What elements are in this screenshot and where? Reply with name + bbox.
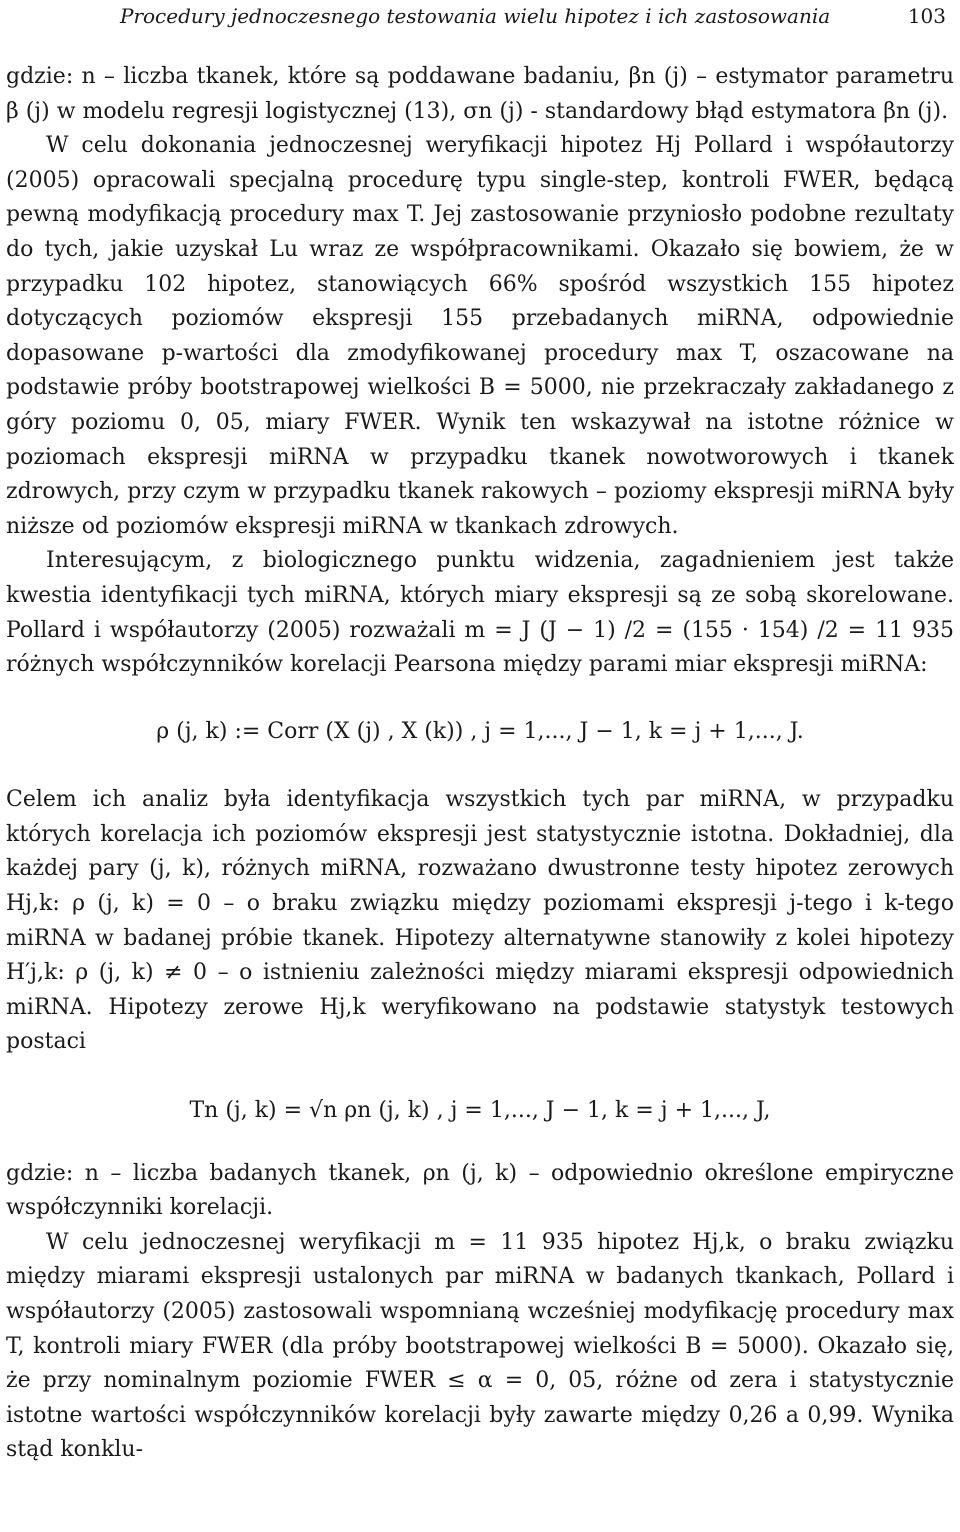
running-title: Procedury jednoczesnego testowania wielu hipotez i ich zastosowania: [120, 4, 831, 28]
paragraph-2: W celu dokonania jednoczesnej weryfikacji hipotez Hj Pollard i współautorzy (2005) opracowali specjalną procedurę typu single-step, kontroli FWER, będącą pewną modyfikacją procedury max T. Jej zastosowanie przyniosło podobne rezultaty do tych, jakie uzyskał Lu wraz ze współpracownikami. Okazało się bowiem, że w przypadku 102 hipotez, stanowiących 66% spośród wszystkich 155 hipotez dotyczących poziomów ekspresji 155 przebadanych miRNA, odpowiednie dopasowane p-wartości dla zmodyfikowanej procedury max T, oszacowane na podstawie próby bootstrapowej wielkości B = 5000, nie przekraczały zakładanego z góry poziomu 0, 05, miary FWER. Wynik ten wskazywał na istotne różnice w poziomach ekspresji miRNA w przypadku tkanek nowotworowych i tkanek zdrowych, przy czym w przypadku tkanek rakowych – poziomy ekspresji miRNA były niższe od poziomów ekspresji miRNA w tkankach zdrowych.: [6, 133, 954, 539]
paragraph-6: W celu jednoczesnej weryfikacji m = 11 935 hipotez Hj,k, o braku związku między miarami ekspresji ustalonych par miRNA w badanych tkankach, Pollard i współautorzy (2005) zastosowali wspomnianą wcześniej modyfikację procedury max T, kontroli miary FWER (dla próby bootstrapowej wielkości B = 5000). Okazało się, że przy nominalnym poziomie FWER ≤ α = 0, 05, różne od zera i statystycznie istotne wartości współczynników korelacji były zawarte między 0,26 a 0,99. Wynika stąd konklu-: [6, 1229, 954, 1463]
paragraph-5: gdzie: n – liczba badanych tkanek, ρn (j, k) – odpowiednio określone empiryczne współczynniki korelacji.: [6, 1160, 954, 1221]
formula-correlation: ρ (j, k) := Corr (X (j) , X (k)) , j = 1,..., J − 1, k = j + 1,..., J.: [156, 718, 804, 744]
page-number: 103: [907, 4, 946, 28]
body-text: [6, 60, 954, 1468]
paragraph-4: Celem ich analiz była identyfikacja wszystkich tych par miRNA, w przypadku których korelacja ich poziomów ekspresji jest statystycznie istotna. Dokładniej, dla każdej pary (j, k), różnych miRNA, rozważano dwustronne testy hipotez zerowych Hj,k: ρ (j, k) = 0 – o braku związku między poziomami ekspresji j-tego i k-tego miRNA w badanej próbie tkanek. Hipotezy alternatywne stanowiły z kolei hipotezy H′j,k: ρ (j, k) ≠ 0 – o istnieniu zależności między miarami ekspresji odpowiednich miRNA. Hipotezy zerowe Hj,k weryfikowano na podstawie statystyk testowych postaci: [6, 787, 954, 1055]
running-header: [6, 0, 952, 36]
paragraph-3: Interesującym, z biologicznego punktu widzenia, zagadnieniem jest także kwestia identyfikacji tych miRNA, których miary ekspresji są ze sobą skorelowane. Pollard i współautorzy (2005) rozważali m = J (J − 1) /2 = (155 · 154) /2 = 11 935 różnych współczynników korelacji Pearsona między parami miar ekspresji miRNA:: [6, 548, 954, 678]
paragraph-1: gdzie: n – liczba tkanek, które są poddawane badaniu, βn (j) – estymator parametru β (j) w modelu regresji logistycznej (13), σn (j) - standardowy błąd estymatora βn (j).: [6, 64, 954, 124]
formula-test-statistic: Tn (j, k) = √n ρn (j, k) , j = 1,..., J − 1, k = j + 1,..., J,: [189, 1098, 771, 1124]
